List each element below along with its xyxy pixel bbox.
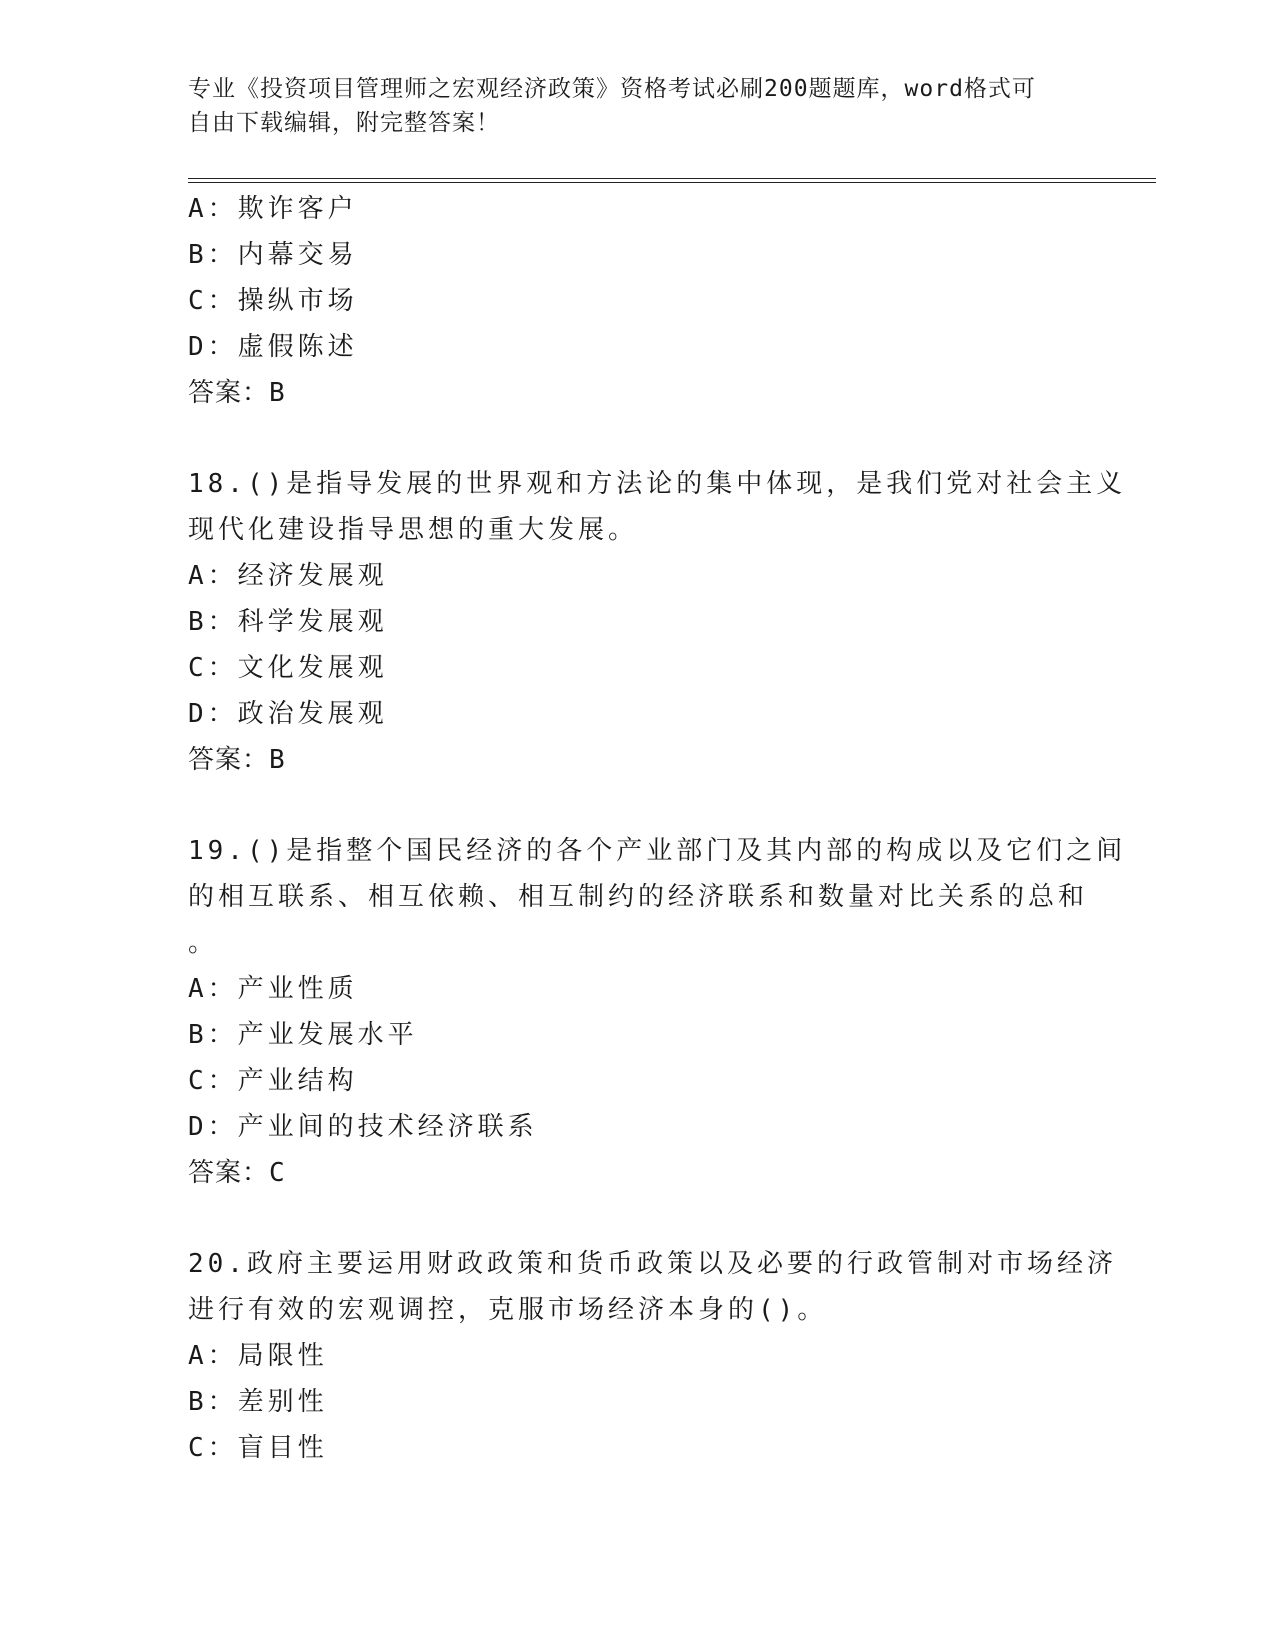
answer-text: 答案：C bbox=[188, 1158, 286, 1188]
option-c: C：文化发展观 bbox=[188, 653, 388, 683]
question-text: 20.政府主要运用财政政策和货币政策以及必要的行政管制对市场经济 bbox=[188, 1249, 1117, 1279]
question-text: 19.()是指整个国民经济的各个产业部门及其内部的构成以及它们之间 bbox=[188, 836, 1127, 866]
question-20 bbox=[188, 1241, 1117, 1471]
option-a: A：经济发展观 bbox=[188, 561, 388, 591]
header-line: 自由下载编辑，附完整答案！ bbox=[188, 110, 500, 136]
option-b: B：产业发展水平 bbox=[188, 1020, 418, 1050]
option-d: D：政治发展观 bbox=[188, 699, 388, 729]
question-19 bbox=[188, 828, 1127, 1196]
question-17 bbox=[188, 186, 1088, 416]
option-d: D：虚假陈述 bbox=[188, 332, 358, 362]
option-c: C：产业结构 bbox=[188, 1066, 358, 1096]
header-line: 专业《投资项目管理师之宏观经济政策》资格考试必刷200题题库，word格式可 bbox=[188, 76, 1036, 102]
option-b: B：内幕交易 bbox=[188, 240, 358, 270]
option-d: D：产业间的技术经济联系 bbox=[188, 1112, 538, 1142]
question-list bbox=[188, 186, 1127, 1471]
option-c: C：操纵市场 bbox=[188, 286, 358, 316]
option-a: A：局限性 bbox=[188, 1341, 328, 1371]
option-b: B：科学发展观 bbox=[188, 607, 388, 637]
question-text: 18.()是指导发展的世界观和方法论的集中体现，是我们党对社会主义 bbox=[188, 469, 1127, 499]
question-text: 的相互联系、相互依赖、相互制约的经济联系和数量对比关系的总和 bbox=[188, 882, 1089, 912]
question-text: 进行有效的宏观调控，克服市场经济本身的()。 bbox=[188, 1295, 828, 1325]
question-18 bbox=[188, 461, 1127, 783]
option-c: C：盲目性 bbox=[188, 1433, 328, 1463]
answer-text: 答案：B bbox=[188, 745, 286, 775]
header-divider bbox=[188, 178, 1156, 183]
option-b: B：差别性 bbox=[188, 1387, 328, 1417]
option-a: A：产业性质 bbox=[188, 974, 358, 1004]
question-text: 现代化建设指导思想的重大发展。 bbox=[188, 515, 639, 545]
answer-text: 答案：B bbox=[188, 378, 286, 408]
page-header bbox=[188, 72, 1078, 140]
option-a: A：欺诈客户 bbox=[188, 194, 358, 224]
question-text: 。 bbox=[188, 928, 219, 958]
